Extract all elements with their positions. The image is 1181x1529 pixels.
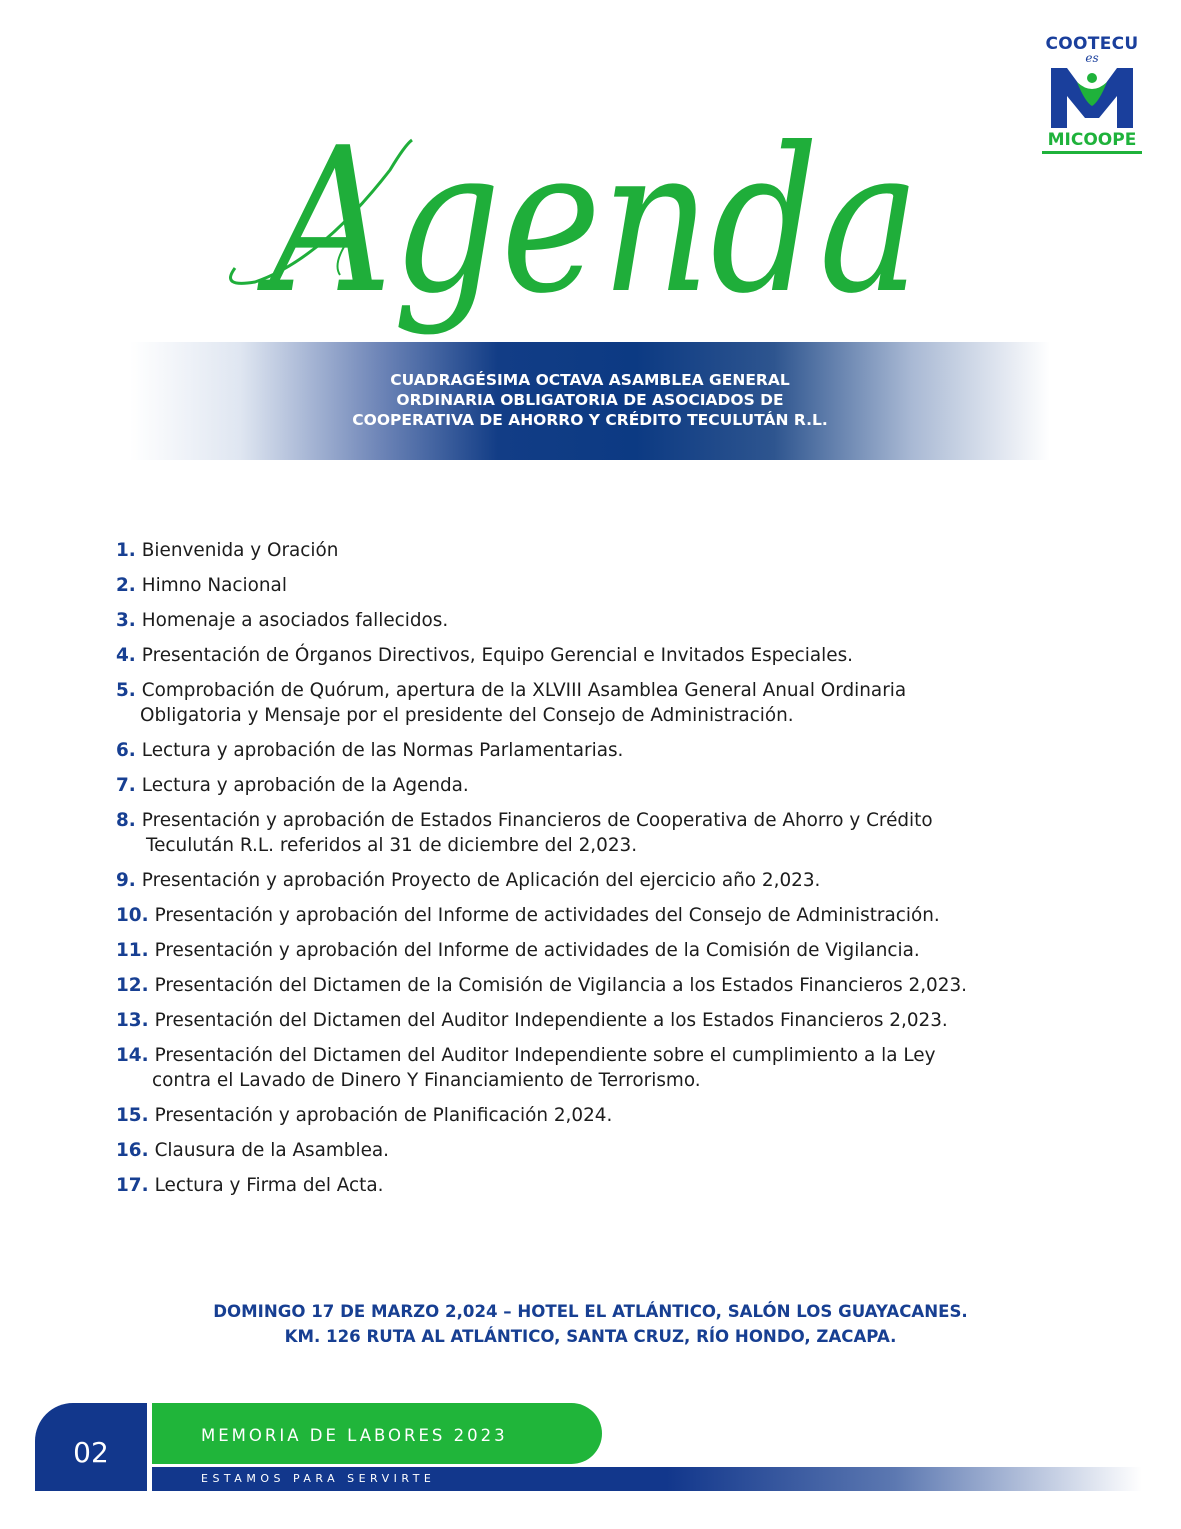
agenda-item xyxy=(116,538,1146,563)
agenda-item-text: Presentación del Dictamen del Auditor Independiente a los Estados Financieros 2,023. xyxy=(154,1010,948,1031)
agenda-item-text: Presentación del Dictamen del Auditor Independiente sobre el cumplimiento a la Ley xyxy=(154,1045,936,1066)
agenda-item-number: 6. xyxy=(116,740,136,761)
agenda-item xyxy=(116,808,1146,858)
agenda-item-text: Lectura y aprobación de la Agenda. xyxy=(141,775,469,796)
agenda-item xyxy=(116,938,1146,963)
logo-underline xyxy=(1042,151,1142,154)
banner-line-1: CUADRAGÉSIMA OCTAVA ASAMBLEA GENERAL xyxy=(390,371,790,389)
agenda-item xyxy=(116,1173,1146,1198)
agenda-list xyxy=(116,538,1146,1208)
agenda-item-number: 17. xyxy=(116,1175,149,1196)
micoope-m-icon xyxy=(1047,62,1137,130)
event-address: KM. 126 RUTA AL ATLÁNTICO, SANTA CRUZ, RÍO HONDO, ZACAPA. xyxy=(284,1327,897,1346)
agenda-item xyxy=(116,573,1146,598)
agenda-title xyxy=(200,110,990,370)
agenda-item-continuation: contra el Lavado de Dinero Y Financiamiento de Terrorismo. xyxy=(152,1070,701,1091)
agenda-item-number: 2. xyxy=(116,575,136,596)
agenda-item-text: Bienvenida y Oración xyxy=(141,540,339,561)
banner-text xyxy=(130,370,1050,430)
page-number-box xyxy=(35,1403,147,1491)
agenda-item-text: Lectura y Firma del Acta. xyxy=(154,1175,384,1196)
agenda-item-text: Clausura de la Asamblea. xyxy=(154,1140,390,1161)
agenda-item-number: 13. xyxy=(116,1010,149,1031)
agenda-item-number: 4. xyxy=(116,645,136,666)
agenda-item-number: 5. xyxy=(116,680,136,701)
agenda-item-continuation: Teculután R.L. referidos al 31 de diciembre del 2,023. xyxy=(146,835,638,856)
agenda-item xyxy=(116,643,1146,668)
agenda-item-text: Presentación y aprobación de Planificación 2,024. xyxy=(154,1105,613,1126)
logo-top-text: COOTECU xyxy=(1045,34,1139,54)
agenda-item-number: 11. xyxy=(116,940,149,961)
agenda-item-number: 16. xyxy=(116,1140,149,1161)
event-date-venue: DOMINGO 17 DE MARZO 2,024 – HOTEL EL ATLÁNTICO, SALÓN LOS GUAYACANES. xyxy=(213,1302,968,1321)
agenda-item xyxy=(116,903,1146,928)
agenda-item xyxy=(116,678,1146,728)
agenda-item-text: Presentación y aprobación Proyecto de Aplicación del ejercicio año 2,023. xyxy=(141,870,821,891)
agenda-item xyxy=(116,868,1146,893)
slogan-text: ESTAMOS PARA SERVIRTE xyxy=(201,1472,436,1485)
assembly-banner xyxy=(130,342,1050,460)
agenda-item-number: 8. xyxy=(116,810,136,831)
agenda-item xyxy=(116,973,1146,998)
agenda-item-text: Lectura y aprobación de las Normas Parlamentarias. xyxy=(141,740,624,761)
agenda-item xyxy=(116,1103,1146,1128)
event-info xyxy=(0,1299,1181,1349)
agenda-item-text: Comprobación de Quórum, apertura de la XLVIII Asamblea General Anual Ordinaria xyxy=(141,680,907,701)
cootecu-micoope-logo xyxy=(1036,34,1148,152)
agenda-item-continuation: Obligatoria y Mensaje por el presidente del Consejo de Administración. xyxy=(140,705,794,726)
agenda-item-text: Presentación del Dictamen de la Comisión de Vigilancia a los Estados Financieros 2,023. xyxy=(154,975,968,996)
banner-line-2: ORDINARIA OBLIGATORIA DE ASOCIADOS DE xyxy=(396,391,784,409)
slogan-bar xyxy=(152,1467,1142,1491)
agenda-item xyxy=(116,608,1146,633)
agenda-item xyxy=(116,1008,1146,1033)
memoria-text: MEMORIA DE LABORES 2023 xyxy=(201,1426,508,1445)
agenda-item-number: 12. xyxy=(116,975,149,996)
agenda-item-number: 14. xyxy=(116,1045,149,1066)
agenda-item-text: Homenaje a asociados fallecidos. xyxy=(141,610,449,631)
agenda-item xyxy=(116,1043,1146,1093)
agenda-item xyxy=(116,738,1146,763)
agenda-item xyxy=(116,1138,1146,1163)
logo-es-text: es xyxy=(1085,51,1099,65)
agenda-item-text: Himno Nacional xyxy=(141,575,287,596)
agenda-item-text: Presentación y aprobación del Informe de actividades de la Comisión de Vigilancia. xyxy=(154,940,920,961)
banner-line-3: COOPERATIVA DE AHORRO Y CRÉDITO TECULUTÁN R.L. xyxy=(352,411,828,429)
agenda-item xyxy=(116,773,1146,798)
agenda-item-number: 10. xyxy=(116,905,149,926)
agenda-item-number: 15. xyxy=(116,1105,149,1126)
agenda-item-number: 1. xyxy=(116,540,136,561)
agenda-item-number: 7. xyxy=(116,775,136,796)
agenda-item-text: Presentación de Órganos Directivos, Equipo Gerencial e Invitados Especiales. xyxy=(141,645,854,666)
logo-bottom-text: MICOOPE xyxy=(1047,130,1137,150)
memoria-bar xyxy=(152,1403,602,1464)
page-number: 02 xyxy=(73,1436,109,1469)
agenda-item-text: Presentación y aprobación del Informe de actividades del Consejo de Administración. xyxy=(154,905,940,926)
agenda-item-number: 3. xyxy=(116,610,136,631)
agenda-item-number: 9. xyxy=(116,870,136,891)
agenda-title-text: Agenda xyxy=(256,110,920,338)
agenda-item-text: Presentación y aprobación de Estados Financieros de Cooperativa de Ahorro y Crédito xyxy=(141,810,933,831)
